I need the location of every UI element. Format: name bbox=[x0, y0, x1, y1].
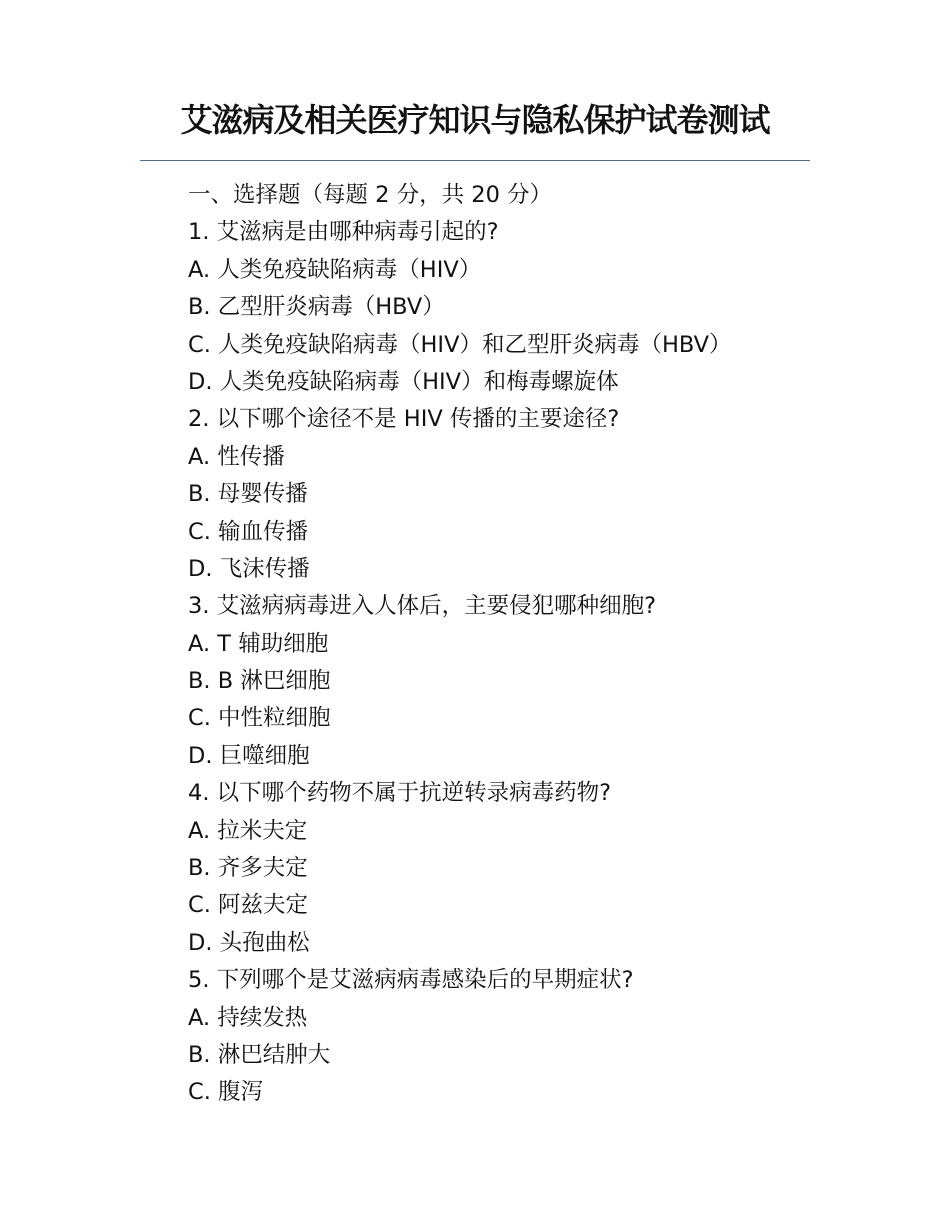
question-1 bbox=[188, 214, 808, 401]
section-heading: 一、选择题（每题 2 分，共 20 分） bbox=[188, 182, 553, 208]
answer-option: D. 人类免疫缺陷病毒（HIV）和梅毒螺旋体 bbox=[188, 368, 619, 395]
question-3 bbox=[188, 588, 808, 775]
answer-option: D. 头孢曲松 bbox=[188, 929, 310, 956]
answer-option: C. 输血传播 bbox=[188, 518, 309, 545]
question-prompt: 3. 艾滋病病毒进入人体后，主要侵犯哪种细胞? bbox=[188, 593, 657, 620]
answer-option: B. 齐多夫定 bbox=[188, 855, 308, 882]
answer-option: A. 性传播 bbox=[188, 443, 285, 470]
answer-option: C. 腹泻 bbox=[188, 1079, 264, 1106]
answer-option: D. 巨噬细胞 bbox=[188, 742, 310, 769]
question-prompt: 1. 艾滋病是由哪种病毒引起的? bbox=[188, 219, 499, 246]
question-2 bbox=[188, 401, 808, 588]
answer-option: B. B 淋巴细胞 bbox=[188, 668, 331, 695]
answer-option: A. 人类免疫缺陷病毒（HIV） bbox=[188, 256, 482, 283]
answer-option: A. 拉米夫定 bbox=[188, 817, 308, 844]
answer-option: B. 母婴传播 bbox=[188, 481, 308, 508]
question-5 bbox=[188, 962, 808, 1112]
answer-option: B. 淋巴结肿大 bbox=[188, 1041, 331, 1068]
answer-option: C. 中性粒细胞 bbox=[188, 705, 331, 732]
question-prompt: 4. 以下哪个药物不属于抗逆转录病毒药物? bbox=[188, 780, 612, 807]
answer-option: A. 持续发热 bbox=[188, 1004, 308, 1031]
answer-option: D. 飞沫传播 bbox=[188, 555, 310, 582]
question-4 bbox=[188, 775, 808, 962]
answer-option: A. T 辅助细胞 bbox=[188, 630, 329, 657]
document-title: 艾滋病及相关医疗知识与隐私保护试卷测试 bbox=[180, 101, 770, 139]
answer-option: C. 人类免疫缺陷病毒（HIV）和乙型肝炎病毒（HBV） bbox=[188, 331, 732, 358]
answer-option: B. 乙型肝炎病毒（HBV） bbox=[188, 294, 445, 321]
question-prompt: 5. 下列哪个是艾滋病病毒感染后的早期症状? bbox=[188, 967, 634, 994]
answer-option: C. 阿兹夫定 bbox=[188, 892, 309, 919]
title-divider bbox=[140, 160, 810, 161]
question-prompt: 2. 以下哪个途径不是 HIV 传播的主要途径? bbox=[188, 406, 620, 433]
exam-content bbox=[188, 177, 808, 1112]
